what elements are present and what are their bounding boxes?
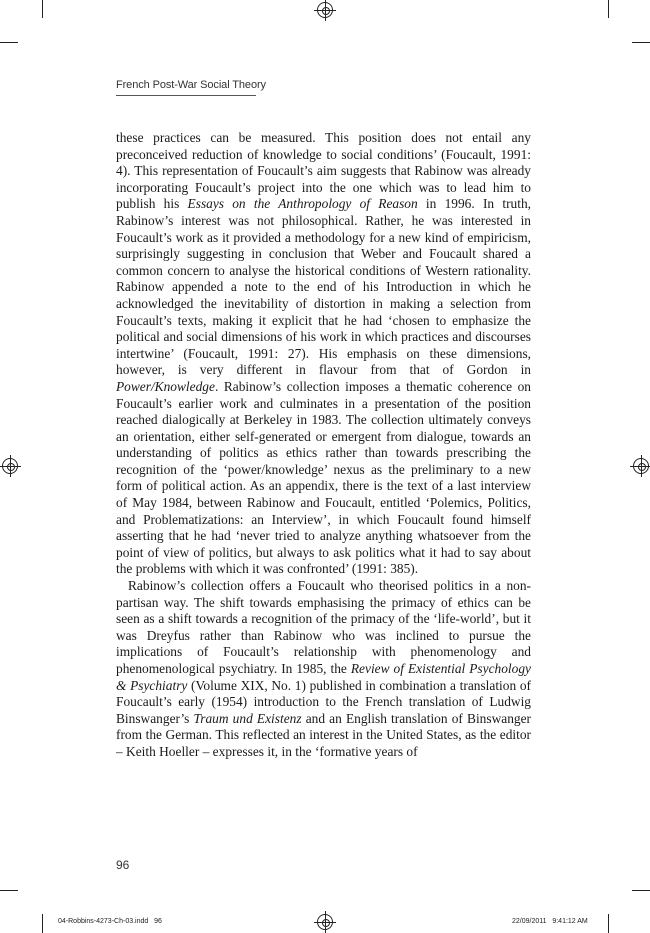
crop-mark [608,914,609,933]
italic-title: Traum und Existenz [193,710,302,726]
body-text [116,130,531,761]
text-run: (Volume XIX, No. 1) published in combination a translation of Foucault’s early (1954) introduction to the French translation of Ludwig Binswanger’s [116,677,531,726]
crop-mark [632,42,650,43]
registration-mark-icon [2,458,18,474]
running-head: French Post-War Social Theory [116,79,266,91]
text-run: these practices can be measured. This position does not entail any preconceived reduction of knowledge to social conditions’ (Foucault, 1991: 4). This representation of Foucault’s aim suggests that Rabinow was already incorporating Foucault’s project into the one which was to lead him to publish his [116,130,531,212]
crop-mark [632,890,650,891]
paragraph [116,578,531,761]
text-run: Rabinow’s collection offers a Foucault who theorised politics in a non-partisan way. The shift towards emphasising the primacy of ethics can be seen as a shift towards a recognition of the primacy of the ‘life-world’, but it was Dreyfus rather than Rabinow who was inclined to pursue the implications of Foucault’s relationship with phenomenology and phenomenological psychiatry. In 1985, the [116,578,531,676]
slug-filename: 04-Robbins-4273-Ch-03.indd 96 [58,918,162,925]
crop-mark [608,0,609,18]
slug-timestamp: 22/09/2011 9:41:12 AM [512,918,588,925]
italic-title: Essays on the Anthropology of Reason [187,196,418,212]
text-run: and an English translation of Binswanger from the German. This reflected an interest in the United States, as the editor – Keith Hoeller – expresses it, in the ‘formative years of [116,710,531,759]
crop-mark [0,890,18,891]
paragraph [116,130,531,578]
running-head-rule [116,95,256,96]
crop-mark [0,42,18,43]
text-run: . Rabinow’s collection imposes a thematic coherence on Foucault’s earlier work and culminates in a presentation of the position reached dialogically at Berkeley in 1983. The collection ultimately conveys an orientation, either self-generated or emergent from dialogue, towards an understanding of politics as ethics rather than towards prescribing the recognition of the ‘power/knowledge’ nexus as the preliminary to a new form of political action. As an appendix, there is the text of a last interview of May 1984, between Rabinow and Foucault, entitled ‘Polemics, Politics, and Problematizations: an Interview’, in which Foucault found himself asserting that he had ‘never tried to analyze anything whatsoever from the point of view of politics, but always to ask politics what it had to say about the problems with which it was confronted’ (1991: 385). [116,378,531,577]
crop-mark [42,914,43,933]
registration-mark-icon [317,2,333,18]
text-run: in 1996. In truth, Rabinow’s interest was not philosophical. Rather, he was interested in Foucault’s work as it provided a methodology for a new kind of empiricism, surprisingly suggesting in conclusion that Weber and Foucault shared a common concern to analyse the historical conditions of Western rationality. Rabinow appended a note to the end of his Introduction in which he acknowledged the inevitability of distortion in making a selection from Foucault’s texts, making it explicit that he had ‘chosen to emphasize the political and social dimensions of his work in which practices and discourses intertwine’ (Foucault, 1991: 27). His emphasis on these dimensions, however, is very different in flavour from that of Gordon in [116,196,531,378]
italic-title: Review of Existential Psychology & Psychiatry [116,661,531,693]
page-number: 96 [116,858,130,872]
registration-mark-icon [633,458,649,474]
crop-mark [42,0,43,18]
italic-title: Power/Knowledge [116,378,215,394]
registration-mark-icon [317,914,333,930]
